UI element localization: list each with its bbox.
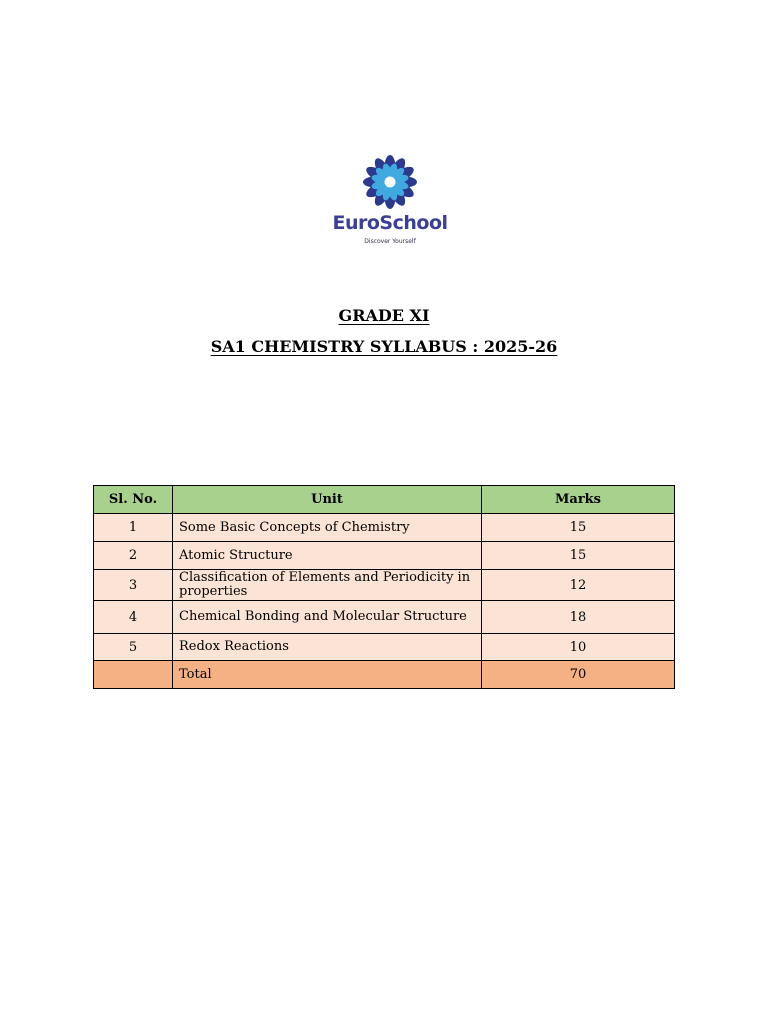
sl-no-cell: 1 xyxy=(94,514,173,542)
total-label-cell: Total xyxy=(173,661,482,689)
table-header-row xyxy=(94,486,675,514)
unit-cell: Atomic Structure xyxy=(173,542,482,570)
unit-cell: Classification of Elements and Periodicity in properties xyxy=(173,570,482,601)
sl-no-cell: 4 xyxy=(94,601,173,634)
header-unit: Unit xyxy=(173,486,482,514)
marks-cell: 15 xyxy=(482,514,675,542)
logo-name: EuroSchool xyxy=(332,212,448,234)
marks-cell: 18 xyxy=(482,601,675,634)
unit-cell: Some Basic Concepts of Chemistry xyxy=(173,514,482,542)
header-marks: Marks xyxy=(482,486,675,514)
total-sl-cell xyxy=(94,661,173,689)
unit-cell: Redox Reactions xyxy=(173,634,482,661)
sl-no-cell: 3 xyxy=(94,570,173,601)
header-sl-no: Sl. No. xyxy=(94,486,173,514)
total-row xyxy=(94,661,675,689)
table-row xyxy=(94,542,675,570)
syllabus-heading: SA1 CHEMISTRY SYLLABUS : 2025-26 xyxy=(210,337,558,356)
table-row xyxy=(94,601,675,634)
marks-cell: 12 xyxy=(482,570,675,601)
sl-no-cell: 5 xyxy=(94,634,173,661)
grade-heading: GRADE XI xyxy=(338,306,430,325)
syllabus-table xyxy=(93,485,675,689)
flower-emblem-icon xyxy=(360,154,420,210)
sl-no-cell: 2 xyxy=(94,542,173,570)
table-row xyxy=(94,570,675,601)
marks-cell: 15 xyxy=(482,542,675,570)
table-row xyxy=(94,514,675,542)
unit-cell: Chemical Bonding and Molecular Structure xyxy=(173,601,482,634)
logo-tagline: Discover Yourself xyxy=(364,238,416,245)
table-row xyxy=(94,634,675,661)
total-marks-cell: 70 xyxy=(482,661,675,689)
marks-cell: 10 xyxy=(482,634,675,661)
school-logo xyxy=(326,152,454,252)
